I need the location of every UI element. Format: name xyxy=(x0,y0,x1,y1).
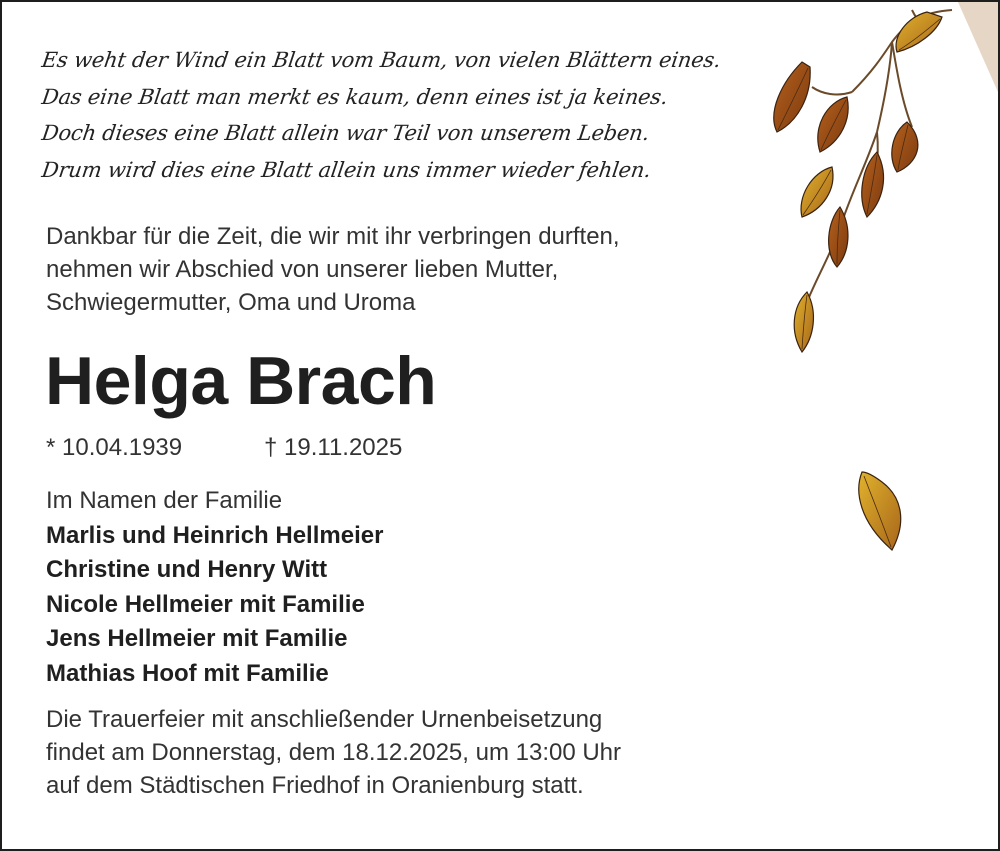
family-member: Jens Hellmeier mit Familie xyxy=(46,625,348,652)
death-date: † 19.11.2025 xyxy=(264,434,403,461)
poem-line: Doch dieses eine Blatt allein war Teil von unserem Leben. xyxy=(40,121,651,145)
family-label: Im Namen der Familie xyxy=(46,487,283,514)
family-member: Marlis und Heinrich Hellmeier xyxy=(46,521,384,549)
deceased-name: Helga Brach xyxy=(45,343,437,419)
poem-line: Das eine Blatt man merkt es kaum, denn eines ist ja keines. xyxy=(40,84,670,109)
life-dates xyxy=(46,434,403,462)
intro-text xyxy=(46,220,620,319)
intro-line: Schwiegermutter, Oma und Uroma xyxy=(46,289,416,316)
service-info xyxy=(46,703,621,802)
family-list xyxy=(46,484,383,691)
autumn-leaves-icon xyxy=(742,2,962,562)
family-member: Nicole Hellmeier mit Familie xyxy=(46,590,365,618)
poem xyxy=(42,42,721,188)
service-line: Die Trauerfeier mit anschließender Urnenbeisetzung xyxy=(46,706,603,733)
service-line: findet am Donnerstag, dem 18.12.2025, um 13:00 Uhr xyxy=(46,739,622,766)
service-line: auf dem Städtischen Friedhof in Oranienburg statt. xyxy=(46,772,584,799)
poem-line: Drum wird dies eine Blatt allein uns immer wieder fehlen. xyxy=(40,157,653,182)
family-member: Christine und Henry Witt xyxy=(46,556,328,583)
family-member: Mathias Hoof mit Familie xyxy=(46,659,329,687)
poem-line: Es weht der Wind ein Blatt vom Baum, von vielen Blättern eines. xyxy=(40,48,723,72)
birth-date: * 10.04.1939 xyxy=(46,434,183,461)
intro-line: Dankbar für die Zeit, die wir mit ihr verbringen durften, xyxy=(46,223,620,250)
intro-line: nehmen wir Abschied von unserer lieben Mutter, xyxy=(46,256,559,283)
